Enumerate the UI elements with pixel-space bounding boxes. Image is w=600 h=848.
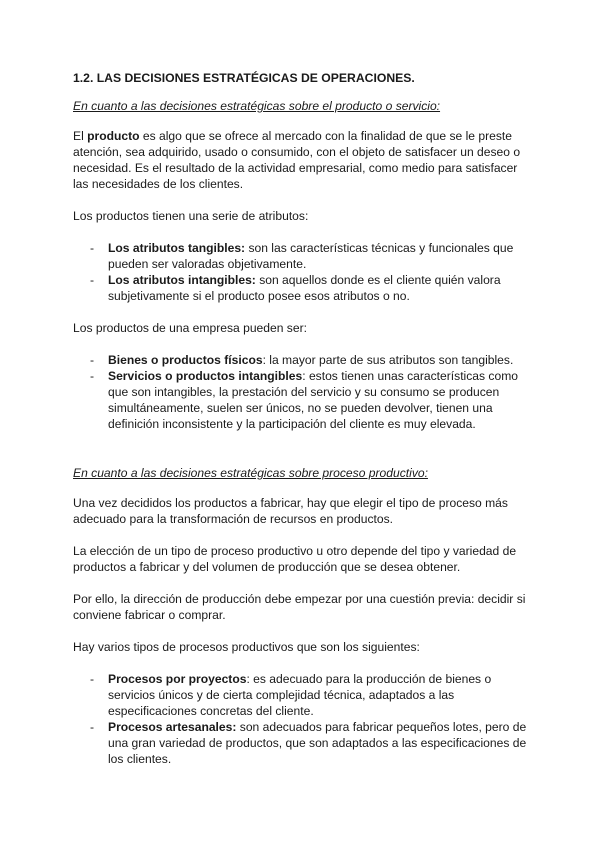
- bullet-dash: -: [90, 720, 95, 734]
- list-item-text: son aquellos donde es el cliente quién valora subjetivamente si el producto posee esos atributos o no.: [108, 273, 501, 303]
- list-item: [73, 671, 530, 719]
- paragraph-product-definition: [73, 128, 530, 192]
- section-title-process: En cuanto a las decisiones estratégicas sobre proceso productivo:: [73, 466, 428, 480]
- list-item: [73, 719, 530, 767]
- bullet-dash: -: [90, 241, 95, 255]
- paragraph-process-dependency: La elección de un tipo de proceso productivo u otro depende del tipo y variedad de productos a fabricar y del volumen de producción que se desea obtener.: [73, 544, 517, 574]
- list-item: [73, 240, 530, 272]
- bullet-dash: -: [90, 273, 95, 287]
- paragraph-attributes-intro: Los productos tienen una serie de atributos:: [73, 209, 309, 223]
- list-item-text: : es adecuado para la producción de bienes o servicios únicos y de cierta complejidad técnica, adaptados a las especificaciones concretas del cliente.: [108, 672, 492, 718]
- bold-term: Los atributos intangibles:: [108, 273, 256, 287]
- paragraph-make-or-buy: Por ello, la dirección de producción debe empezar por una cuestión previa: decidir si conviene fabricar o comprar.: [73, 592, 526, 622]
- text-fragment: El: [73, 129, 88, 143]
- section-title-product: En cuanto a las decisiones estratégicas sobre el producto o servicio:: [73, 99, 441, 113]
- list-item-text: son las características técnicas y funcionales que pueden ser valoradas objetivamente.: [108, 241, 514, 271]
- list-item: [73, 352, 530, 368]
- paragraph-process-types-intro: Hay varios tipos de procesos productivos que son los siguientes:: [73, 640, 420, 654]
- list-item-text: : la mayor parte de sus atributos son tangibles.: [262, 353, 514, 367]
- bold-term: Bienes o productos físicos: [108, 353, 263, 367]
- bold-term: Los atributos tangibles:: [108, 241, 246, 255]
- bold-term: producto: [87, 129, 140, 143]
- list-item-text: : estos tienen unas características como que son intangibles, la prestación del servicio y su consumo se producen simultáneamente, suelen ser únicos, no se pueden devolver, tienen una definición inconsistente y la participación del cliente es muy elevada.: [108, 369, 518, 431]
- paragraph-process-choice: Una vez decididos los productos a fabricar, hay que elegir el tipo de proceso más adecuado para la transformación de recursos en productos.: [73, 496, 508, 526]
- attributes-list: [73, 240, 530, 304]
- list-item: [73, 368, 530, 432]
- bold-term: Procesos artesanales:: [108, 720, 237, 734]
- bullet-dash: -: [90, 353, 95, 367]
- bullet-dash: -: [90, 369, 95, 383]
- spacer: [73, 448, 530, 465]
- list-item-text: son adecuados para fabricar pequeños lotes, pero de una gran variedad de productos, que son adaptados a las especificaciones de los clientes.: [108, 720, 527, 766]
- bold-term: Procesos por proyectos: [108, 672, 247, 686]
- bold-term: Servicios o productos intangibles: [108, 369, 303, 383]
- bullet-dash: -: [90, 672, 95, 686]
- text-fragment: es algo que se ofrece al mercado con la finalidad de que se le preste atención, sea adquirido, usado o consumido, con el objeto de satisfacer un deseo o necesidad. Es el resultado de la actividad empresarial, como medio para satisfacer las necesidades de los clientes.: [73, 129, 521, 191]
- paragraph-product-types-intro: Los productos de una empresa pueden ser:: [73, 321, 307, 335]
- process-types-list: [73, 671, 530, 767]
- list-item: [73, 272, 530, 304]
- page-heading: 1.2. LAS DECISIONES ESTRATÉGICAS DE OPERACIONES.: [73, 71, 415, 85]
- product-types-list: [73, 352, 530, 432]
